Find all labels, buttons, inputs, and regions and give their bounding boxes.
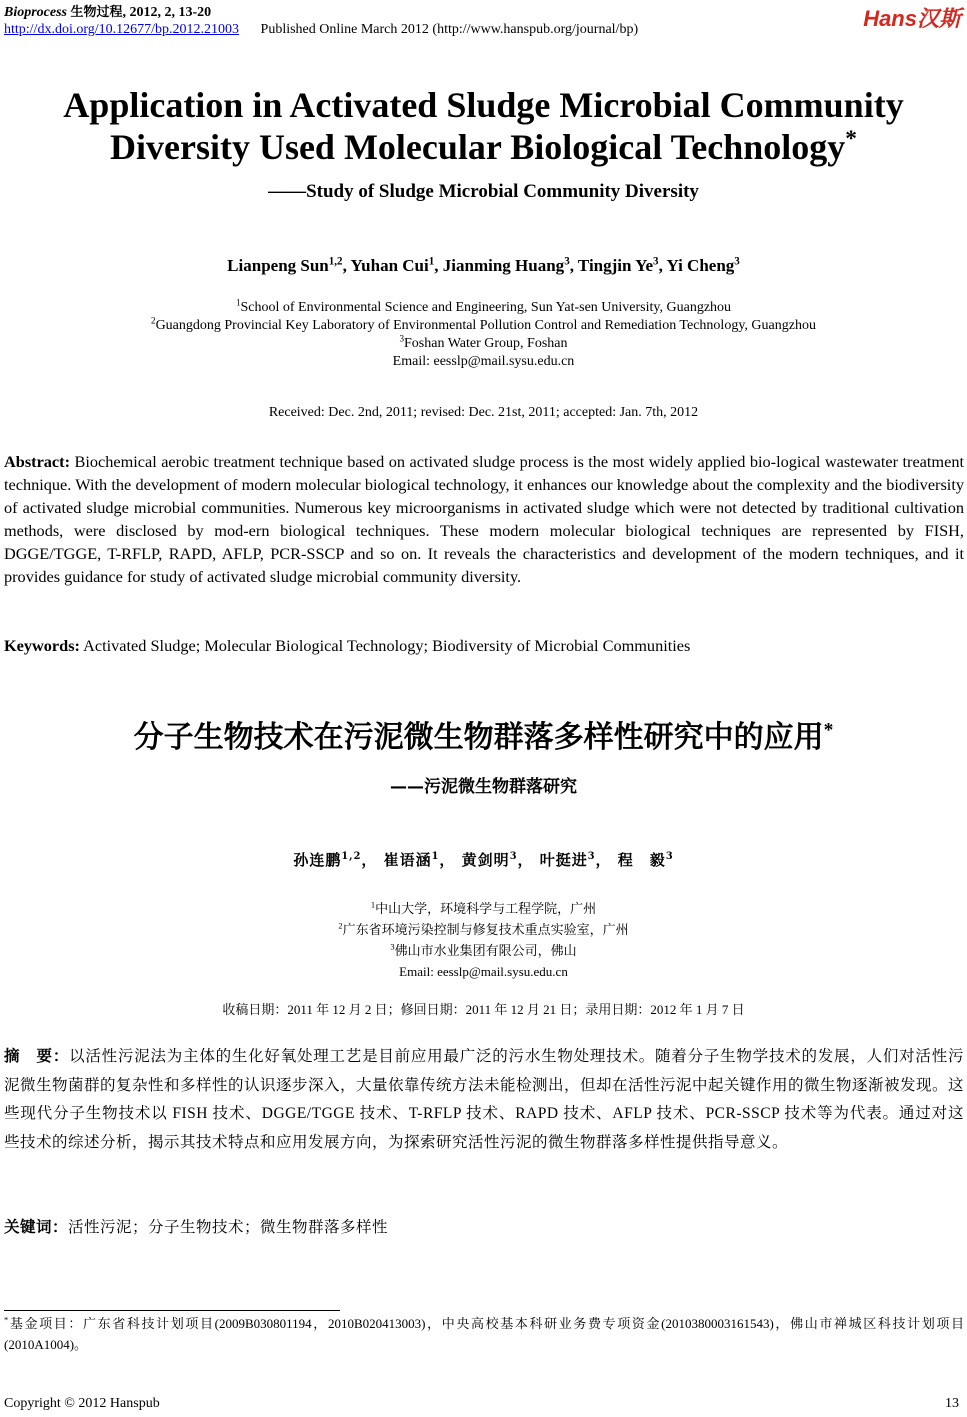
chinese-title-text: 分子生物技术在污泥微生物群落多样性研究中的应用: [133, 720, 824, 755]
journal-line: [4, 4, 638, 21]
author-separator: ，: [517, 851, 534, 869]
affiliation-text: 佛山市水业集团有限公司，佛山: [394, 943, 577, 958]
affiliation: [0, 299, 967, 317]
author-name: Lianpeng Sun: [227, 256, 329, 275]
received-dates: Received: Dec. 2nd, 2011; revised: Dec. 21st, 2011; accepted: Jan. 7th, 2012: [268, 405, 699, 420]
english-subtitle: ——Study of Sludge Microbial Community Diversity: [268, 181, 699, 202]
journal-name: Bioprocess: [4, 5, 67, 20]
author-name: Jianming Huang: [442, 256, 565, 275]
journal-issue: , 2012, 2, 13-20: [122, 5, 212, 20]
hans-logo: Hans汉斯: [863, 6, 961, 31]
author-sup: 1: [431, 851, 440, 862]
received-dates-cn: 收稿日期：2011 年 12 月 2 日；修回日期：2011 年 12 月 21 日；录用日期：2012 年 1 月 7 日: [222, 1002, 745, 1017]
keywords-text-cn: 活性污泥；分子生物技术；微生物群落多样性: [68, 1219, 389, 1236]
copyright: Copyright © 2012 Hanspub: [4, 1396, 160, 1411]
author-separator: ，: [595, 851, 612, 869]
chinese-affiliations: [0, 898, 967, 982]
author-sup: 1,2: [341, 851, 362, 862]
affiliation: [0, 335, 967, 353]
author-sup: 3: [587, 851, 596, 862]
title-footnote-mark: *: [845, 126, 857, 152]
author-name: Yuhan Cui: [350, 256, 429, 275]
author-name-cn: 叶挺进: [539, 851, 588, 869]
abstract-text-cn: 以活性污泥法为主体的生化好氧处理工艺是目前应用最广泛的污水生物处理技术。随着分子生物学技术的发展，人们对活性污泥微生物菌群的复杂性和多样性的认识逐步深入，大量依靠传统方法未能检测出，但却在活性污泥中起关键作用的微生物逐渐被发现。这些现代分子生物技术以 FISH 技术、DGGE/TGGE 技术、T-RFLP 技术、RAPD 技术、AFLP 技术、PCR-SSCP 技术等为代表。通过对这些技术的综述分析，揭示其技术特点和应用发展方向，为探索研究活性污泥的微生物群落多样性提供指导意义。: [4, 1048, 965, 1151]
affiliation-text: 广东省环境污染控制与修复技术重点实验室，广州: [342, 922, 629, 937]
email-cn: Email: eesslp@mail.sysu.edu.cn: [399, 964, 568, 979]
page-number: 13: [945, 1396, 959, 1411]
author-name: Tingjin Ye: [577, 256, 654, 275]
author-sup: 3: [564, 255, 570, 268]
author-sup: 1,2: [328, 255, 343, 268]
chinese-authors: [0, 849, 967, 870]
keywords-label: Keywords:: [4, 636, 80, 655]
author-sup: 3: [665, 851, 674, 862]
chinese-keywords: [4, 1213, 964, 1243]
author-sup: 1: [428, 255, 435, 268]
page-header: [4, 4, 638, 38]
affiliation-sup: 2: [151, 315, 156, 326]
funding-footnote: [4, 1313, 964, 1355]
affiliation-text: Foshan Water Group, Foshan: [404, 336, 568, 351]
email: Email: eesslp@mail.sysu.edu.cn: [392, 354, 575, 369]
author-name: Yi Cheng: [666, 256, 735, 275]
english-affiliations: [0, 299, 967, 371]
abstract-label-cn: 摘 要：: [4, 1047, 70, 1065]
english-abstract: [4, 450, 964, 588]
english-title-line2-text: Diversity Used Molecular Biological Technology: [109, 127, 846, 167]
affiliation-cn: [0, 940, 967, 961]
chinese-title: [0, 712, 967, 756]
english-title-line2: [0, 126, 967, 168]
keywords-text: Activated Sludge; Molecular Biological Technology; Biodiversity of Microbial Communities: [83, 636, 691, 655]
affiliation-cn: [0, 919, 967, 940]
author-name-cn: 黄剑明: [461, 851, 510, 869]
affiliation-sup: 1: [235, 297, 241, 308]
published-note: Published Online March 2012 (http://www.hanspub.org/journal/bp): [260, 22, 639, 37]
affiliation-sup: 1: [370, 899, 376, 910]
author-name-cn: 程 毅: [617, 851, 666, 869]
chinese-subtitle: ——污泥微生物群落研究: [390, 777, 577, 797]
affiliation: [0, 317, 967, 335]
english-title: [0, 84, 967, 168]
author-sup: 3: [734, 255, 740, 268]
footnote-mark: *: [4, 1314, 9, 1325]
affiliation-sup: 3: [390, 941, 395, 952]
affiliation-text: Guangdong Provincial Key Laboratory of Environmental Pollution Control and Remediation Technology, Guangzhou: [155, 318, 816, 333]
english-authors: Lianpeng Sun$^{1,2}$, Yuhan Cui$^1$, Jianming Huang$^3$, Tingjin Ye$^3$, Yi Cheng$^3$: [227, 255, 740, 275]
abstract-text: Biochemical aerobic treatment technique based on activated sludge process is the most widely applied bio-logical wastewater treatment technique. With the development of modern molecular biological technology, it enhances our knowledge about the complexity and the biodiversity of activated sludge microbial communities. Numerous key microorganisms in activated sludge which were not detected by traditional cultivation methods, were disclosed by mod-ern biological techniques. These modern molecular biological techniques are represented by FISH, DGGE/TGGE, T-RFLP, RAPD, AFLP, PCR-SSCP and so on. It reveals the characteristics and development of the modern techniques, and it provides guidance for study of activated sludge microbial community diversity.: [4, 452, 964, 586]
affiliation-sup: 2: [338, 920, 343, 931]
footnote-text: 基金项目：广东省科技计划项目(2009B030801194，2010B020413003)，中央高校基本科研业务费专项资金(2010380003161543)，佛山市禅城区科技计划项目(2010A1004)。: [4, 1316, 964, 1352]
author-sup: 3: [509, 851, 518, 862]
chinese-abstract: [4, 1042, 964, 1157]
english-keywords: [4, 634, 964, 657]
author-separator: ，: [361, 851, 378, 869]
footnote-divider: [4, 1310, 340, 1311]
journal-name-cn: 生物过程: [70, 5, 123, 20]
abstract-label: Abstract:: [4, 452, 71, 471]
author-name-cn: 崔语涵: [383, 851, 432, 869]
affiliation-sup: 3: [399, 333, 405, 344]
keywords-label-cn: 关键词：: [4, 1218, 69, 1236]
doi-line: [4, 21, 638, 38]
affiliation-text: 中山大学，环境科学与工程学院，广州: [375, 901, 597, 916]
doi-link[interactable]: http://dx.doi.org/10.12677/bp.2012.21003: [4, 22, 240, 37]
chinese-title-mark: *: [823, 720, 834, 741]
author-name-cn: 孙连鹏: [293, 851, 342, 869]
author-sup: 3: [653, 255, 659, 268]
english-title-line1: Application in Activated Sludge Microbial Community: [63, 85, 904, 125]
author-separator: ，: [439, 851, 456, 869]
affiliation-text: School of Environmental Science and Engineering, Sun Yat-sen University, Guangzhou: [240, 300, 732, 315]
affiliation-cn: [0, 898, 967, 919]
